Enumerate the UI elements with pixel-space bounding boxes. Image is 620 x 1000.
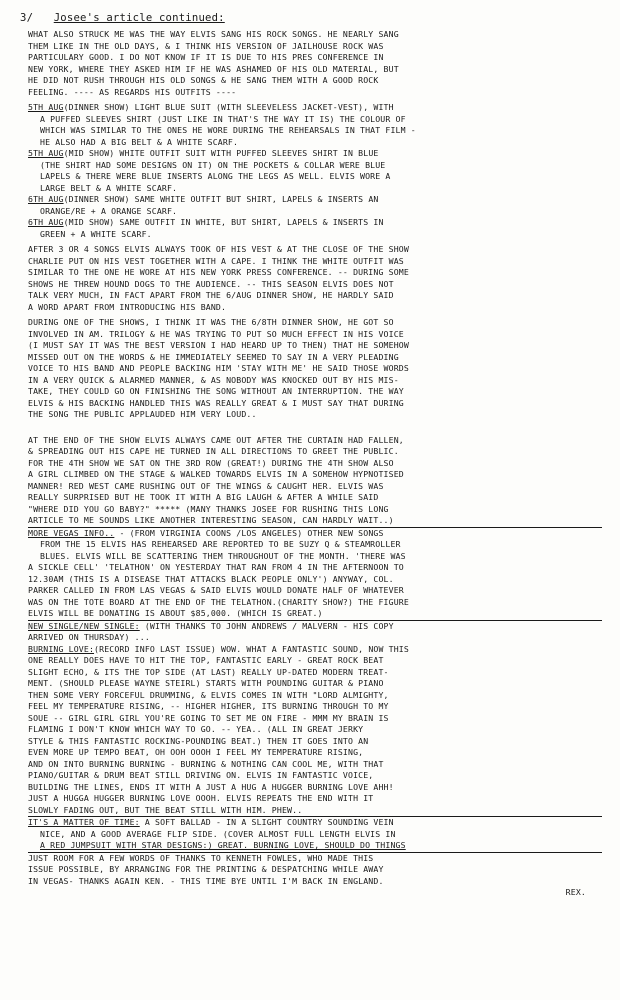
- text-line: VOICE TO HIS BAND AND PEOPLE BACKING HIM 'STAY WITH ME' HE SAID THOSE WORDS: [28, 363, 409, 373]
- vest-paragraph: [28, 244, 604, 313]
- text-line: (MID SHOW) WHITE OUTFIT SUIT WITH PUFFED SLEEVES SHIRT IN BLUE: [63, 148, 379, 158]
- text-line: LAPELS & THERE WERE BLUE INSERTS ALONG THE LEGS AS WELL. ELVIS WORE A: [40, 171, 391, 181]
- text-line: (DINNER SHOW) SAME WHITE OUTFIT BUT SHIRT, LAPELS & INSERTS AN: [63, 194, 379, 204]
- text-line: AT THE END OF THE SHOW ELVIS ALWAYS CAME OUT AFTER THE CURTAIN HAD FALLEN,: [28, 434, 404, 445]
- text-line: SLOWLY FADING OUT, BUT THE BEAT STILL WITH HIM. PHEW..: [28, 804, 303, 815]
- signature: REX.: [565, 887, 586, 897]
- text-line: - (FROM VIRGINIA COONS /LOS ANGELES) OTHER NEW SONGS: [114, 527, 384, 538]
- text-line: BLUES. ELVIS WILL BE SCATTERING THEM THROUGHOUT OF THE MONTH. 'THERE WAS: [40, 550, 406, 561]
- text-line: ONE REALLY DOES HAVE TO HIT THE TOP, FANTASTIC EARLY - GREAT ROCK BEAT: [28, 655, 384, 665]
- text-line: SLIGHT ECHO, & ITS THE TOP SIDE (AT LAST) REALLY UP-DATED MODERN TREAT-: [28, 666, 389, 677]
- text-line: SIMILAR TO THE ONE HE WORE AT HIS NEW YORK PRESS CONFERENCE. -- DURING SOME: [28, 267, 409, 277]
- text-line: FROM THE 15 ELVIS HAS REHEARSED ARE REPORTED TO BE SUZY Q & STEAMROLLER: [40, 539, 401, 549]
- text-line: INVOLVED IN AM. TRILOGY & HE WAS TRYING TO PUT SO MUCH EFFECT IN HIS VOICE: [28, 328, 404, 339]
- text-line: SOUE -- GIRL GIRL GIRL YOU'RE GOING TO SET ME ON FIRE - MMM MY BRAIN IS: [28, 712, 389, 723]
- end-show-paragraph: [28, 435, 604, 527]
- outfit-date: 6TH AUG: [28, 194, 64, 204]
- text-line: A RED JUMPSUIT WITH STAR DESIGNS:) GREAT. BURNING LOVE, SHOULD DO THINGS: [40, 840, 406, 850]
- text-line: PARKER CALLED IN FROM LAS VEGAS & SAID ELVIS WOULD DONATE HALF OF WHATEVER: [28, 585, 404, 595]
- text-line: ELVIS & HIS BACKING HANDLED THIS WAS REALLY GREAT & I MUST SAY THAT DURING: [28, 397, 404, 408]
- text-line: A SOFT BALLAD - IN A SLIGHT COUNTRY SOUNDING VEIN: [139, 817, 394, 827]
- text-line: 12.30AM (THIS IS A DISEASE THAT ATTACKS BLACK PEOPLE ONLY') ANYWAY, COL.: [28, 573, 394, 584]
- text-line: WAS ON THE TOTE BOARD AT THE END OF THE TELATHON.(CHARITY SHOW?) THE FIGURE: [28, 596, 409, 607]
- text-line: FEELING. ---- AS REGARDS HIS OUTFITS ----: [28, 86, 237, 97]
- text-line: A GIRL CLIMBED ON THE STAGE & WALKED TOWARDS ELVIS IN A SOMEHOW HYPNOTISED: [28, 469, 404, 479]
- outfit-entry: [28, 217, 604, 240]
- text-line: BUILDING THE LINES, ENDS IT WITH A JUST A HUG A HUGGER BURNING LOVE AHH!: [28, 781, 394, 792]
- text-line: WHAT ALSO STRUCK ME WAS THE WAY ELVIS SANG HIS ROCK SONGS. HE NEARLY SANG: [28, 29, 399, 39]
- text-line: IN VEGAS- THANKS AGAIN KEN. - THIS TIME BYE UNTIL I'M BACK IN ENGLAND.: [28, 875, 384, 886]
- text-line: GREEN + A WHITE SCARF.: [40, 228, 152, 239]
- text-line: CHARLIE PUT ON HIS VEST TOGETHER WITH A CAPE. I THINK THE WHITE OUTFIT WAS: [28, 255, 404, 266]
- text-line: (THE SHIRT HAD SOME DESIGNS ON IT) ON THE POCKETS & COLLAR WERE BLUE: [40, 159, 386, 170]
- matter-of-time-section: [28, 817, 604, 852]
- text-line: A WORD APART FROM INTRODUCING HIS BAND.: [28, 301, 227, 312]
- outfit-date: 5TH AUG: [28, 148, 64, 158]
- text-line: NEW YORK, WHERE THEY ASKED HIM IF HE WAS ASHAMED OF HIS OLD MATERIAL, BUT: [28, 63, 399, 74]
- text-line: TALK VERY MUCH, IN FACT APART FROM THE 6/AUG DINNER SHOW, HE HARDLY SAID: [28, 290, 394, 300]
- text-line: JUST ROOM FOR A FEW WORDS OF THANKS TO KENNETH FOWLES, WHO MADE THIS: [28, 852, 374, 863]
- text-line: REALLY SURPRISED BUT HE TOOK IT WITH A BIG LAUGH & AFTER A WHILE SAID: [28, 492, 379, 502]
- text-line: NICE, AND A GOOD AVERAGE FLIP SIDE. (COVER ALMOST FULL LENGTH ELVIS IN: [40, 828, 396, 839]
- text-line: IN A VERY QUICK & ALARMED MANNER, & AS NOBODY WAS KNOCKED OUT BY HIS MIS-: [28, 374, 399, 385]
- page-header: [20, 12, 604, 25]
- text-line: TAKE, THEY COULD GO ON FINISHING THE SONG WITHOUT AN INTERRUPTION. THE WAY: [28, 386, 404, 396]
- text-line: "WHERE DID YOU GO BABY?" ***** (MANY THANKS JOSEE FOR RUSHING THIS LONG: [28, 503, 389, 514]
- text-line: (MID SHOW) SAME OUTFIT IN WHITE, BUT SHIRT, LAPELS & INSERTS IN: [63, 217, 384, 227]
- outfit-entry: [28, 148, 604, 194]
- text-line: MANNER! RED WEST CAME RUSHING OUT OF THE WINGS & CAUGHT HER. ELVIS WAS: [28, 480, 384, 491]
- text-line: (RECORD INFO LAST ISSUE) WOW. WHAT A FANTASTIC SOUND, NOW THIS: [94, 643, 409, 654]
- text-line: (DINNER SHOW) LIGHT BLUE SUIT (WITH SLEEVELESS JACKET-VEST), WITH: [63, 102, 394, 112]
- text-line: JUST A HUGGA HUGGER BURNING LOVE OOOH. ELVIS REPEATS THE END WITH IT: [28, 793, 374, 803]
- text-line: AND ON INTO BURNING BURNING - BURNING & NOTHING CAN COOL ME, WITH THAT: [28, 758, 384, 769]
- text-line: PARTICULARY GOOD. I DO NOT KNOW IF IT IS DUE TO HIS PRES CONFERENCE IN: [28, 52, 384, 62]
- text-line: A SICKLE CELL' 'TELATHON' ON YESTERDAY THAT RAN FROM 4 IN THE AFTERNOON TO: [28, 562, 404, 572]
- text-line: HE ALSO HAD A BIG BELT & A WHITE SCARF.: [40, 136, 239, 147]
- trilogy-paragraph: [28, 317, 604, 421]
- text-line: THEN SOME VERY FORCEFUL DRUMMING, & ELVIS COMES IN WITH "LORD ALMIGHTY,: [28, 689, 389, 700]
- text-line: HE DID NOT RUSH THROUGH HIS OLD SONGS & HE SANG THEM WITH A GOOD ROCK: [28, 75, 379, 85]
- text-line: FLAMING I DON'T KNOW WHICH WAY TO GO. -- YEA.. (ALL IN GREAT JERKY: [28, 724, 364, 734]
- intro-paragraph: [28, 29, 604, 98]
- text-line: PIANO/GUITAR & DRUM BEAT STILL DRIVING ON. ELVIS IN FANTASTIC VOICE,: [28, 770, 374, 780]
- section-heading: IT'S A MATTER OF TIME:: [28, 817, 140, 827]
- closing-section: [28, 853, 604, 899]
- text-line: LARGE BELT & A WHITE SCARF.: [40, 182, 178, 193]
- text-line: ISSUE POSSIBLE, BY ARRANGING FOR THE PRINTING & DESPATCHING WHILE AWAY: [28, 864, 384, 874]
- text-line: AFTER 3 OR 4 SONGS ELVIS ALWAYS TOOK OF HIS VEST & AT THE CLOSE OF THE SHOW: [28, 244, 409, 254]
- section-heading: BURNING LOVE:: [28, 643, 95, 654]
- text-line: STYLE & THIS FANTASTIC ROCKING-POUNDING BEAT.) THEN IT GOES INTO AN: [28, 735, 369, 746]
- page-number: 3/: [20, 12, 34, 24]
- text-line: THEM LIKE IN THE OLD DAYS, & I THINK HIS VERSION OF JAILHOUSE ROCK WAS: [28, 40, 384, 51]
- text-line: MENT. (SHOULD PLEASE WAYNE STEIRL) STARTS WITH POUNDING GUITAR & PIANO: [28, 678, 384, 688]
- text-line: EVEN MORE UP TEMPO BEAT, OH OOH OOOH I FEEL MY TEMPERATURE RISING,: [28, 747, 364, 757]
- text-line: A PUFFED SLEEVES SHIRT (JUST LIKE IN THAT'S THE WAY IT IS) THE COLOUR OF: [40, 113, 406, 124]
- text-line: ELVIS WILL BE DONATING IS ABOUT $85,000. (WHICH IS GREAT.): [28, 608, 323, 618]
- text-line: (I MUST SAY IT WAS THE BEST VERSION I HAD HEARD UP TO THEN) THAT HE SOMEHOW: [28, 340, 409, 350]
- text-line: THE SONG THE PUBLIC APPLAUDED HIM VERY LOUD..: [28, 409, 257, 419]
- text-line: MISSED OUT ON THE WORDS & HE IMMEDIATELY SEEMED TO SAY IN A VERY PLEADING: [28, 351, 399, 362]
- text-line: FOR THE 4TH SHOW WE SAT ON THE 3RD ROW (GREAT!) DURING THE 4TH SHOW ALSO: [28, 457, 394, 468]
- text-line: ARRIVED ON THURSDAY) ...: [28, 632, 150, 642]
- article-title: Josee's article continued:: [53, 12, 225, 24]
- vegas-info-section: [28, 528, 604, 620]
- text-line: ORANGE/RE + A ORANGE SCARF.: [40, 205, 178, 216]
- text-line: ARTICLE TO ME SOUNDS LIKE ANOTHER INTERESTING SEASON, CAN HARDLY WAIT..): [28, 515, 394, 525]
- outfit-date: 5TH AUG: [28, 102, 64, 112]
- text-line: WHICH WAS SIMILAR TO THE ONES HE WORE DURING THE REHEARSALS IN THAT FILM -: [40, 125, 416, 135]
- burning-love-section: [28, 644, 604, 817]
- text-line: & SPREADING OUT HIS CAPE HE TURNED IN ALL DIRECTIONS TO GREET THE PUBLIC.: [28, 446, 399, 456]
- section-heading: NEW SINGLE/NEW SINGLE:: [28, 620, 140, 631]
- outfit-date: 6TH AUG: [28, 217, 64, 227]
- text-line: DURING ONE OF THE SHOWS, I THINK IT WAS THE 6/8TH DINNER SHOW, HE GOT SO: [28, 317, 394, 327]
- outfit-entry: [28, 194, 604, 217]
- new-single-section: [28, 621, 604, 644]
- text-line: FEEL MY TEMPERATURE RISING, -- HIGHER HIGHER, ITS BURNING THROUGH TO MY: [28, 701, 389, 711]
- text-line: (WITH THANKS TO JOHN ANDREWS / MALVERN - HIS COPY: [139, 620, 394, 631]
- section-heading: MORE VEGAS INFO..: [28, 527, 115, 538]
- outfit-entry: [28, 102, 604, 148]
- text-line: SHOWS HE THREW HOUND DOGS TO THE AUDIENCE. -- THIS SEASON ELVIS DOES NOT: [28, 278, 394, 289]
